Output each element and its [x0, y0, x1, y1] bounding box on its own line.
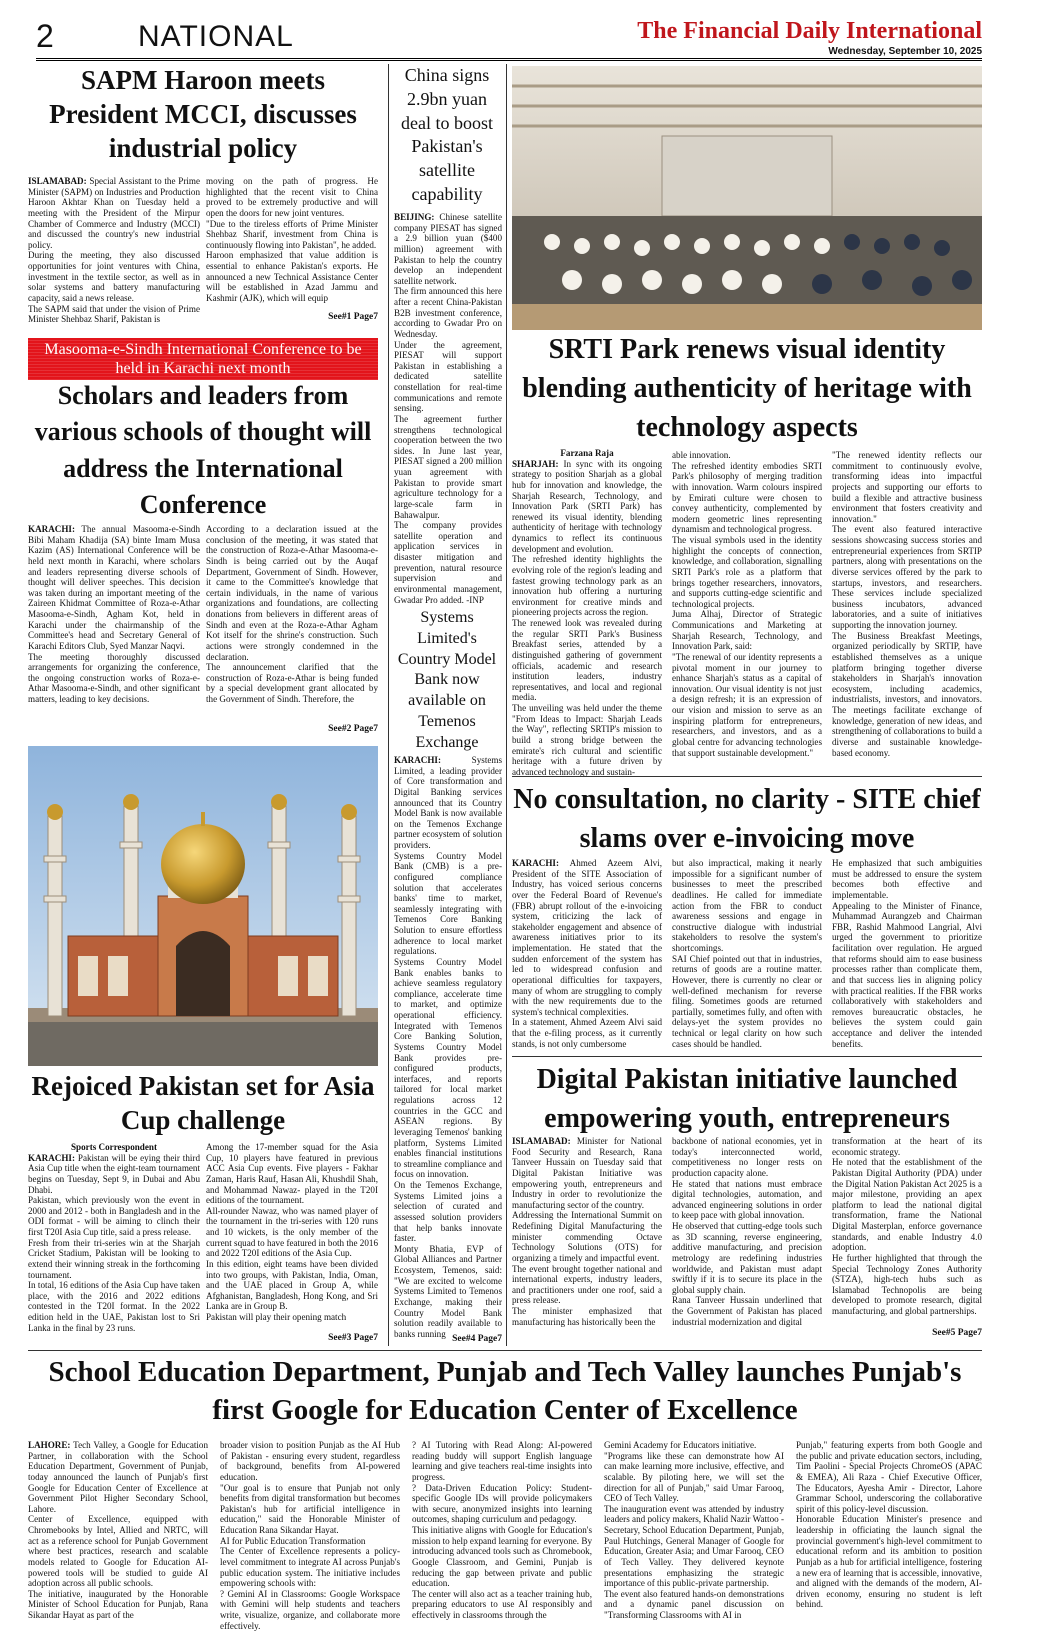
asiacup-continued: See#3 Page7 [328, 1333, 378, 1343]
asiacup-byline: Sports Correspondent [71, 1142, 157, 1152]
google-col1 [28, 1440, 208, 1644]
digital-dateline: ISLAMABAD: [512, 1136, 571, 1146]
srti-dateline: SHARJAH: [512, 458, 559, 469]
srti-col3 [832, 450, 982, 770]
asiacup-col2-text: Among the 17-member squad for the Asia Cup, 10 players have featured in previous ACC Asia Cup events. Five players - Fakhar Zaman, Haris Rauf, Hasan Ali, Khushdil Shah, and Mohammad Nawaz- played in the T20I editions of the tournament. All-rounder Nawaz, who was named player of the tournament in the tri-series with 120 runs and 10 wickets, is the only member of the current squad to have featured in both the 2016 and 2022 T20I editions of the Asia Cup. In this edition, eight teams have been divided into two groups, with Pakistan, India, Oman, and the UAE placed in Group A, while Afghanistan, Bangladesh, Hong Kong, and Sri Lanka are in Group B. Pakistan will play their opening match [206, 1142, 378, 1322]
china-body [394, 212, 502, 608]
asiacup-dateline: KARACHI: [28, 1152, 75, 1163]
sapm-dateline: ISLAMABAD: [28, 176, 87, 186]
digital-headline: Digital Pakistan initiative launched empowering youth, entrepreneurs [536, 1064, 958, 1135]
google-col1-text: Tech Valley, a Google for Education Partner, in collaboration with the School Education Department, Government of Punjab, today announced the launch of Punjab's first Google for Education Center of Excellence at Government Pilot Higher Secondary School, Lahore. Center of Excellence, equipped with Chromebooks by Intel, Allied and NRTC, will act as a reference school for Punjab Government where best practices, research and scalable models related to Google for Education AI-powered tools will be studied to guide AI adoption across all public schools. The initiative, inaugurated by the Honorable Minister of School Education for Punjab, Rana Sikandar Hayat as part of the [28, 1440, 209, 1620]
site-col3-text: He emphasized that such ambiguities must be addressed to ensure the system becomes both effective and implementable. Appealing to the Minister of Finance, Muhammad Aurangzeb and Chairman FBR, Rashid Mahmood Langrial, Alvi urged the government to prioritize facilitation over regulation. He argued that reforms should aim to ease business processes rather than complicate them, and that success lies in aligning policy with practical realities. If the FBR works collaboratively with stakeholders and removes bureaucratic obstacles, he believes the system could gain acceptance and deliver the intended benefits. [832, 858, 982, 1049]
issue-date: Wednesday, September 10, 2025 [828, 46, 982, 57]
google-col3 [412, 1440, 592, 1644]
google-dateline: LAHORE: [28, 1440, 71, 1450]
masthead-rule [36, 58, 982, 61]
masooma-col2 [206, 524, 378, 724]
google-col5 [796, 1440, 982, 1644]
section-rule [512, 1056, 982, 1057]
google-col4-text: Gemini Academy for Educators initiative. "Programs like these can demonstrate how AI can make learning more inclusive, effective, and scalable. By piloting here, we will set the direction for all of Punjab," said Umar Farooq, CEO of Tech Valley. The inauguration event was attended by industry leaders and policy makers, Khalid Nazir Wattoo - Secretary, School Education Department, Punjab, Paul Hutchings, General Manager of Google for Education, Greater Asia; and Umar Farooq, CEO of Tech Valley. They delivered keynote presentations emphasizing the strategic importance of this public-private partnership. The event also featured hands-on demonstrations and a dynamic panel discussion on "Transforming Classrooms with AI in [604, 1440, 784, 1620]
srti-event-photo [512, 66, 982, 330]
digital-continued: See#5 Page7 [932, 1328, 982, 1338]
sapm-continued: See#1 Page7 [328, 312, 378, 322]
masooma-dateline: KARACHI: [28, 524, 75, 534]
asiacup-col2 [206, 1142, 378, 1332]
systems-continued: See#4 Page7 [452, 1334, 502, 1344]
asiacup-col1 [28, 1142, 200, 1348]
google-headline: School Education Department, Punjab and Tech Valley launches Punjab's first Google for Education Center of Excellence [48, 1356, 962, 1426]
srti-col1-text: In sync with its ongoing strategy to position Sharjah as a global hub for innovation and knowledge, the Sharjah Research, Technology, and Innovation Park (SRTI Park) has renewed its visual identity, blending authenticity of heritage with technology dynamics to reflect its continuous development and evolution. The refreshed identity highlights the evolving role of the region's leading and fastest growing technology park as an innovation hub offering a nurturing environment for creative minds and pioneering projects across the region. The renewed look was revealed during the regular SRTI Park's Business Breakfast series, attended by a distinguished gathering of government officials, academic and research institution leaders, industry representatives, and local and regional media. The unveiling was held under the theme "From Ideas to Impact: Sharjah Leads the Way", reflecting SRTIP's mission to build a strong bridge between the emirate's rich cultural and scientific heritage with a future driven by advanced technology and sustain- [512, 458, 663, 777]
newspaper-name: The Financial Daily International [637, 18, 982, 44]
google-col5-text: Punjab," featuring experts from both Google and the public and private education sectors, including, Tim Paolini - Special Projects ChromeOS (APAC & EMEA), Ali Raza - Chief Executive Officer, The Educators, Ayesha Amir - Director, Lahore Grammar School, underscoring the collaborative spirit of this policy-level discussion. Honorable Education Minister's presence and leadership in officiating the launch signal the provincial government's high-level commitment to educational reform and its ambition to position Punjab as a hub for artificial intelligence, fostering a new era of learning that is accessible, innovative, and aligned with the demands of the modern, AI-driven economy, ensuring no student is left behind. [796, 1440, 982, 1610]
site-col1 [512, 858, 662, 1052]
srti-byline: Farzana Raja [560, 448, 614, 458]
sapm-col1 [28, 176, 200, 325]
srti-headline: SRTI Park renews visual identity blending authenticity of heritage with technology aspects [522, 334, 972, 444]
sapm-col1-text: Special Assistant to the Prime Minister (SAPM) on Industries and Production Haroon Akhtar Khan on Tuesday held a meeting with the President of the Mirpur Chamber of Commerce and Industry (MCCI) and discussed the country's new industrial policy. During the meeting, they also discussed opportunities for joint ventures with China, investment in the textile sector, as well as in solar systems and battery manufacturing capacity, said a news release. The SAPM said that under the vision of Prime Minister Shehbaz Sharif, Pakistan is [28, 176, 200, 325]
asiacup-headline: Rejoiced Pakistan set for Asia Cup challenge [31, 1071, 375, 1135]
conference-hall-illustration [512, 66, 982, 330]
digital-col3 [832, 1136, 982, 1328]
google-col3-text: ? AI Tutoring with Read Along: AI-powered reading buddy will support English language learning and give teachers real-time insights into progress. ? Data-Driven Education Policy: Student-specific Google IDs will provide policymakers with secure, anonymized insights into learning outcomes, shaping curriculum and pedagogy. This initiative aligns with Google for Education's mission to help expand learning for everyone. By introducing advanced tools such as Chromebook, Google Classroom, and Gemini, Punjab is reducing the gap between private and public education. The center will also act as a teacher training hub, preparing educators to use AI responsibly and effectively in classrooms through the [412, 1440, 592, 1620]
section-rule [28, 1350, 982, 1351]
section-name: NATIONAL [138, 20, 294, 53]
sapm-col2 [206, 176, 378, 312]
masooma-continued: See#2 Page7 [328, 724, 378, 734]
site-dateline: KARACHI: [512, 858, 559, 868]
digital-col3-text: transformation at the heart of its economic strategy. He noted that the establishment of the Pakistan Digital Authority (PDA) under the Digital Nation Pakistan Act 2025 is a major milestone, providing an apex platform to lead the national digital transformation, frame the National Digital Masterplan, enforce governance standards, and enable Industry 4.0 adoption. He further highlighted that through the Special Technology Zones Authority (STZA), high-tech hubs such as Islamabad Technopolis are being developed to promote research, digital manufacturing, and global partnerships. [832, 1136, 982, 1316]
srti-col3-text: "The renewed identity reflects our commitment to continuously evolve, transforming ideas into impactful projects and supporting our efforts to build a flexible and attractive business environment that fosters creativity and innovation." The event also featured interactive sessions showcasing success stories and entrepreneurial experiences from SRTIP partners, along with presentations on the diverse services offered by the park to startups, investors, and researchers. These services include specialized business incubators, advanced laboratories, and a suite of initiatives supporting the innovation journey. The Business Breakfast Meetings, organized periodically by SRTIP, have established themselves as a unique platform bringing together diverse stakeholders in Sharjah's innovation ecosystem, including academics, industrialists, investors, and innovators. The meetings facilitate exchange of knowledge, generation of new ideas, and strengthening of collaborations to build a diverse and sustainable knowledge-based economy. [832, 450, 982, 758]
digital-col2-text: backbone of national economies, yet in today's interconnected world, competitiveness no longer rests on production capacity alone. He stated that nations must embrace digital technologies, automation, and advanced engineering solutions in order to keep pace with global innovation. He observed that cutting-edge tools such as 3D scanning, reverse engineering, additive manufacturing, and precision metrology are redefining industries worldwide, and Pakistan must adapt swiftly if it is to secure its place in the global supply chain. Rana Tanveer Hussain underlined that the Government of Pakistan has placed industrial modernization and digital [672, 1136, 822, 1327]
site-col3 [832, 858, 982, 1052]
masooma-banner: Masooma-e-Sindh International Conference to be held in Karachi next month [28, 338, 378, 380]
site-col2-text: but also impractical, making it nearly impossible for a significant number of businesses to meet the prescribed deadlines. He called for immediate action from the FBR to conduct awareness sessions and engage in constructive dialogue with industrial stakeholders to resolve the system's shortcomings. SAI Chief pointed out that in industries, returns of goods are a routine matter. However, there is currently no clear or well-defined mechanism for reverse filing. Sometimes goods are returned partially, sometimes fully, and often with delays-yet the system provides no technical or legal clarity on how such cases should be handled. [672, 858, 822, 1049]
google-col2-text: broader vision to position Punjab as the AI Hub of Pakistan - ensuring every student, regardless of background, benefits from AI-powered education. "Our goal is to ensure that Punjab not only benefits from digital transformation but becomes Pakistan's hub for artificial intelligence in education," said the Honorable Minister of Education Rana Sikandar Hayat. AI for Public Education Transformation The Center of Excellence represents a policy-level commitment to integrate AI across Punjab's public education system. The initiative includes empowering schools with: ? Gemini AI in Classrooms: Google Workspace with Gemini will help students and teachers write, visualize, organize, and collaborate more effectively. [220, 1440, 400, 1631]
google-col4 [604, 1440, 784, 1644]
digital-col1 [512, 1136, 662, 1344]
masooma-col1 [28, 524, 200, 734]
systems-headline: Systems Limited's Country Model Bank now available on Temenos Exchange [397, 609, 497, 751]
shrine-illustration [28, 746, 378, 1066]
sapm-headline: SAPM Haroon meets President MCCI, discusses industrial policy [49, 65, 357, 163]
digital-col1-text: Minister for National Food Security and Research, Rana Tanveer Hussain on Tuesday said that Digital Pakistan Initiative was empowering youth, entrepreneurs and Industry in order to revolutionize the manufacturing sector of the country. Addressing the International Summit on Redefining Digital Manufacturing the minister commending Octave Technology Solutions (OTS) for organizing a timely and impactful event. The event brought together national and international experts, industry leaders, and practitioners under one roof, said a press release. The minister emphasized that manufacturing has historically been the [512, 1136, 662, 1327]
china-headline: China signs 2.9bn yuan deal to boost Pakistan's satellite capability [401, 65, 493, 204]
site-headline: No consultation, no clarity - SITE chief slams over e-invoicing move [513, 784, 981, 855]
shrine-photo [28, 746, 378, 1066]
masooma-headline: Scholars and leaders from various schools of thought will address the International Conference [34, 381, 372, 520]
section-rule [512, 776, 982, 777]
srti-col2 [672, 450, 822, 770]
column-rule [388, 64, 389, 1346]
china-dateline: BEIJING: [394, 212, 435, 222]
systems-body-text: Systems Limited, a leading provider of Core transformation and Digital Banking services announced that its Country Model Bank is now available on the Temenos Exchange partner ecosystem of solution providers. Systems Country Model Bank (CMB) is a pre-configured compliance solution that accelerates banks' time to market, seamlessly integrating with Temenos Core Banking Solution to ensure effortless adherence to local market regulations. Systems Country Model Bank enables banks to achieve seamless regulatory compliance, accelerate time to market, and optimize operational efficiency. Integrated with Temenos Core Banking Solution, Systems Country Model Bank provides pre-configured products, interfaces, and reports tailored for local market regulations across 12 countries in the GCC and ASEAN regions. By leveraging Temenos' banking platform, Systems Limited enables financial institutions to streamline compliance and focus on innovation. On the Temenos Exchange, Systems Limited joins a selection of curated and assessed solution providers that help banks innovate faster. Monty Bhatia, EVP of Global Alliances and Partner Ecosystem, Temenos, said: "We are excited to welcome Systems Limited to Temenos Exchange, making their Country Model Bank solution readily available to banks running [394, 755, 502, 1339]
masooma-col2-text: According to a declaration issued at the conclusion of the meeting, it was stated that the construction of Roza-e-Athar Masooma-e-Sindh is being carried out by the Auqaf Department, Government of Sindh. However, it came to the Committee's knowledge that certain individuals, in the name of various organizations and foundations, are collecting donations from believers in different areas of Sindh and even at the Roza-e-Athar Agham Kot itself for the shrine's construction. Such actions were strongly condemned in the declaration. The announcement clarified that the construction of Roza-e-Athar is being funded by a special development grant allocated by the Government of Sindh. Therefore, the [206, 524, 378, 704]
srti-col1 [512, 448, 663, 777]
site-col1-text: Ahmed Azeem Alvi, President of the SITE Association of Industry, has voiced serious concerns over the Federal Board of Revenue's (FBR) abrupt rollout of the e-invoicing system, criticizing the lack of stakeholder engagement and absence of awareness initiatives prior to its implementation. He stated that the sudden enforcement of the system has led to widespread confusion and operational difficulties for taxpayers, many of whom are struggling to comply with the new requirements due to the system's technical complexities. In a statement, Ahmed Azeem Alvi said that the e-filing process, as it currently stands, is not only cumbersome [512, 858, 662, 1049]
systems-dateline: KARACHI: [394, 755, 441, 765]
srti-col2-text: able innovation. The refreshed identity embodies SRTI Park's philosophy of merging tradition with innovation. Warm colours inspired by Emirati culture were chosen to convey authenticity, complemented by modern geometric lines representing dynamism and technological progress. The visual symbols used in the identity highlight the concepts of connection, knowledge, and collaboration, signalling SRTI Park's role as a platform that brings together researchers, innovators, and supports cutting-edge scientific and technological projects. Juma Alhaj, Director of Strategic Communications and Marketing at Sharjah Research, Technology, and Innovation Park, said: "The renewal of our identity represents a pivotal moment in our journey to enhance Sharjah's status as a capital of innovation. Our visual identity is not just a design refresh; it is an expression of our vision and mission to serve as an inspiring platform for entrepreneurs, researchers, and investors, and as a global centre for advancing technologies that support sustainable development." [672, 450, 822, 758]
google-col2 [220, 1440, 400, 1644]
page-number: 2 [36, 18, 54, 54]
digital-col2 [672, 1136, 822, 1344]
site-col2 [672, 858, 822, 1052]
sapm-col2-text: moving on the path of progress. He highlighted that the recent visit to China proved to be extremely productive and will open the doors for new joint ventures. "Due to the tireless efforts of Prime Minister Shehbaz Sharif, investment from China is continuously flowing into Pakistan", he added. Haroon emphasized that value addition is essential to enhance Pakistan's exports. He announced a new Technical Assistance Center will be established in Azad Jammu and Kashmir (AJK), which will equip [206, 176, 378, 303]
masooma-col1-text: The annual Masooma-e-Sindh Bibi Maham Khadija (SA) binte Imam Musa Kazim (AS) International Conference will be held next month in Karachi, where scholars and leaders representing diverse schools of thought will deliver speeches. This decision was taken during an important meeting of the Zaireen Khidmat Committee of Roza-e-Athar Masooma-e-Sindh, Agham Kot, held in Karachi under the chairmanship of the Committee's head and Secretary General of Karachi Editors Club, Syed Manzar Naqvi. The meeting thoroughly discussed arrangements for organizing the conference, the ongoing construction works of Roza-e-Athar Masooma-e-Sindh, and other significant matters, leading to key decisions. [28, 524, 200, 704]
column-rule [506, 64, 507, 1346]
china-body-text: Chinese satellite company PIESAT has signed a 2.9 billion yuan ($400 million) agreement with Pakistan to help the country develop an independent satellite network. The firm announced this here after a recent China-Pakistan B2B investment conference, according to Gwadar Pro on Wednesday. Under the agreement, PIESAT will support Pakistan in establishing a dedicated satellite constellation for real-time communications and remote sensing. The agreement further strengthens technological cooperation between the two sides. In June last year, PIESAT signed a 200 million yuan agreement with Pakistan to provide smart agriculture technology for a large-scale farm in Bahawalpur. The company provides satellite operation and application services in disaster mitigation and prevention, natural resource supervision and environmental management, Gwadar Pro added. -INP [394, 212, 502, 605]
asiacup-col1-text: Pakistan will be eying their third Asia Cup title when the eight-team tournament begins on Tuesday, Sept 9, in Dubai and Abu Dhabi. Pakistan, which previously won the event in 2000 and 2012 - both in Bangladesh and in the ODI format - will be aiming to clinch their first T20I Asia Cup title, said a press release. Fresh from their tri-series win at the Sharjah Cricket Stadium, Pakistan will be looking to extend their winning streak in the forthcoming tournament. In total, 16 editions of the Asia Cup have taken place, with the 2016 and 2022 editions contested in the T20I format. In the 2022 edition held in the UAE, Pakistan lost to Sri Lanka in the final by 23 runs. [28, 1152, 200, 1333]
